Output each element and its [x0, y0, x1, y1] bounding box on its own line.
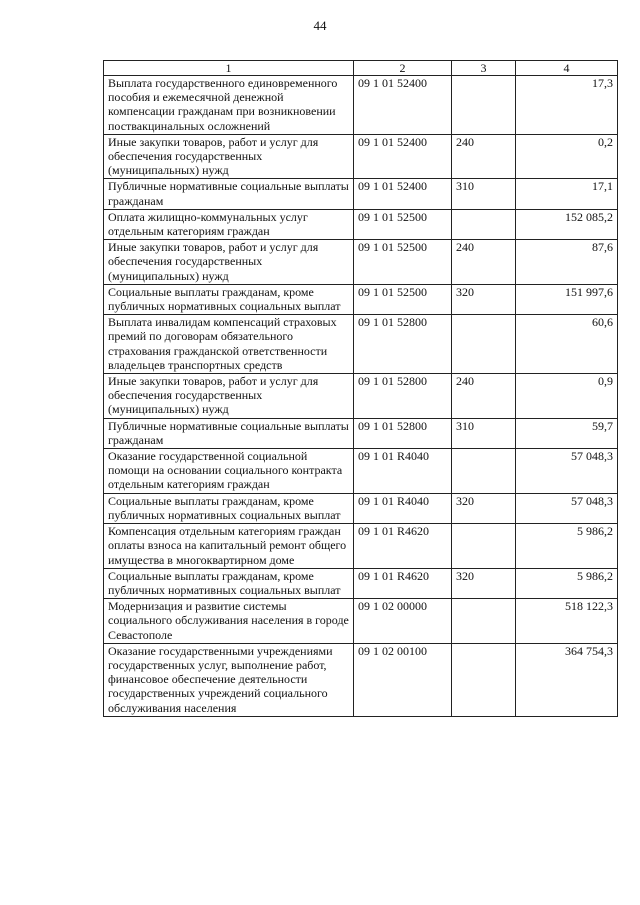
- row-code: 09 1 01 R4040: [354, 449, 452, 494]
- row-sum: 17,1: [516, 179, 618, 209]
- row-sum: 60,6: [516, 315, 618, 374]
- row-code: 09 1 02 00000: [354, 599, 452, 644]
- table-row: [104, 493, 618, 523]
- budget-table: [103, 60, 618, 717]
- row-code: 09 1 01 R4620: [354, 524, 452, 569]
- row-name: Социальные выплаты гражданам, кроме публичных нормативных социальных выплат: [104, 284, 354, 314]
- row-code: 09 1 01 52500: [354, 240, 452, 285]
- table-row: [104, 284, 618, 314]
- row-type: 310: [452, 179, 516, 209]
- row-code: 09 1 01 52800: [354, 374, 452, 419]
- row-name: Социальные выплаты гражданам, кроме публичных нормативных социальных выплат: [104, 493, 354, 523]
- table-row: [104, 179, 618, 209]
- row-type: [452, 209, 516, 239]
- row-name: Выплата государственного единовременного пособия и ежемесячной денежной компенсации гражданам при возникновении поствакцинальных осложнений: [104, 76, 354, 135]
- row-name: Оказание государственной социальной помощи на основании социального контракта отдельным категориям граждан: [104, 449, 354, 494]
- row-type: [452, 524, 516, 569]
- row-sum: 0,2: [516, 134, 618, 179]
- row-type: [452, 76, 516, 135]
- table-row: [104, 643, 618, 716]
- row-name: Выплата инвалидам компенсаций страховых премий по договорам обязательного страхования гражданской ответственности владельцев транспортных средств: [104, 315, 354, 374]
- row-code: 09 1 01 52400: [354, 134, 452, 179]
- row-code: 09 1 01 52400: [354, 179, 452, 209]
- table-row: [104, 134, 618, 179]
- table-row: [104, 240, 618, 285]
- column-header-code: 2: [354, 61, 452, 76]
- row-type: 310: [452, 418, 516, 448]
- row-sum: 518 122,3: [516, 599, 618, 644]
- row-name: Иные закупки товаров, работ и услуг для обеспечения государственных (муниципальных) нужд: [104, 134, 354, 179]
- row-code: 09 1 01 52500: [354, 284, 452, 314]
- row-name: Оплата жилищно-коммунальных услуг отдельным категориям граждан: [104, 209, 354, 239]
- row-code: 09 1 01 52400: [354, 76, 452, 135]
- header-row: [104, 61, 618, 76]
- row-sum: 57 048,3: [516, 449, 618, 494]
- table-row: [104, 209, 618, 239]
- column-header-type: 3: [452, 61, 516, 76]
- row-name: Оказание государственными учреждениями государственных услуг, выполнение работ, финансовое обеспечение деятельности государственных учреждений социального обслуживания населения: [104, 643, 354, 716]
- row-type: 320: [452, 568, 516, 598]
- table-row: [104, 449, 618, 494]
- table-row: [104, 599, 618, 644]
- row-name: Иные закупки товаров, работ и услуг для обеспечения государственных (муниципальных) нужд: [104, 240, 354, 285]
- row-name: Иные закупки товаров, работ и услуг для обеспечения государственных (муниципальных) нужд: [104, 374, 354, 419]
- row-code: 09 1 01 R4040: [354, 493, 452, 523]
- table-row: [104, 374, 618, 419]
- row-code: 09 1 01 52800: [354, 418, 452, 448]
- table-row: [104, 418, 618, 448]
- row-type: [452, 315, 516, 374]
- row-name: Публичные нормативные социальные выплаты гражданам: [104, 179, 354, 209]
- row-sum: 57 048,3: [516, 493, 618, 523]
- row-code: 09 1 02 00100: [354, 643, 452, 716]
- row-type: [452, 643, 516, 716]
- row-type: 320: [452, 493, 516, 523]
- column-header-sum: 4: [516, 61, 618, 76]
- row-name: Компенсация отдельным категориям граждан оплаты взноса на капитальный ремонт общего имущества в многоквартирном доме: [104, 524, 354, 569]
- row-sum: 5 986,2: [516, 568, 618, 598]
- table-row: [104, 315, 618, 374]
- row-sum: 17,3: [516, 76, 618, 135]
- table-row: [104, 524, 618, 569]
- row-type: [452, 599, 516, 644]
- row-sum: 87,6: [516, 240, 618, 285]
- row-code: 09 1 01 R4620: [354, 568, 452, 598]
- page-number: 44: [313, 18, 327, 33]
- row-name: Публичные нормативные социальные выплаты гражданам: [104, 418, 354, 448]
- row-sum: 152 085,2: [516, 209, 618, 239]
- table-row: [104, 76, 618, 135]
- row-type: 320: [452, 284, 516, 314]
- row-type: 240: [452, 240, 516, 285]
- row-name: Социальные выплаты гражданам, кроме публичных нормативных социальных выплат: [104, 568, 354, 598]
- row-name: Модернизация и развитие системы социального обслуживания населения в городе Севастополе: [104, 599, 354, 644]
- row-code: 09 1 01 52800: [354, 315, 452, 374]
- row-type: 240: [452, 134, 516, 179]
- row-type: [452, 449, 516, 494]
- row-sum: 59,7: [516, 418, 618, 448]
- table-row: [104, 568, 618, 598]
- row-sum: 5 986,2: [516, 524, 618, 569]
- row-type: 240: [452, 374, 516, 419]
- column-header-name: 1: [104, 61, 354, 76]
- row-sum: 0,9: [516, 374, 618, 419]
- row-code: 09 1 01 52500: [354, 209, 452, 239]
- row-sum: 364 754,3: [516, 643, 618, 716]
- row-sum: 151 997,6: [516, 284, 618, 314]
